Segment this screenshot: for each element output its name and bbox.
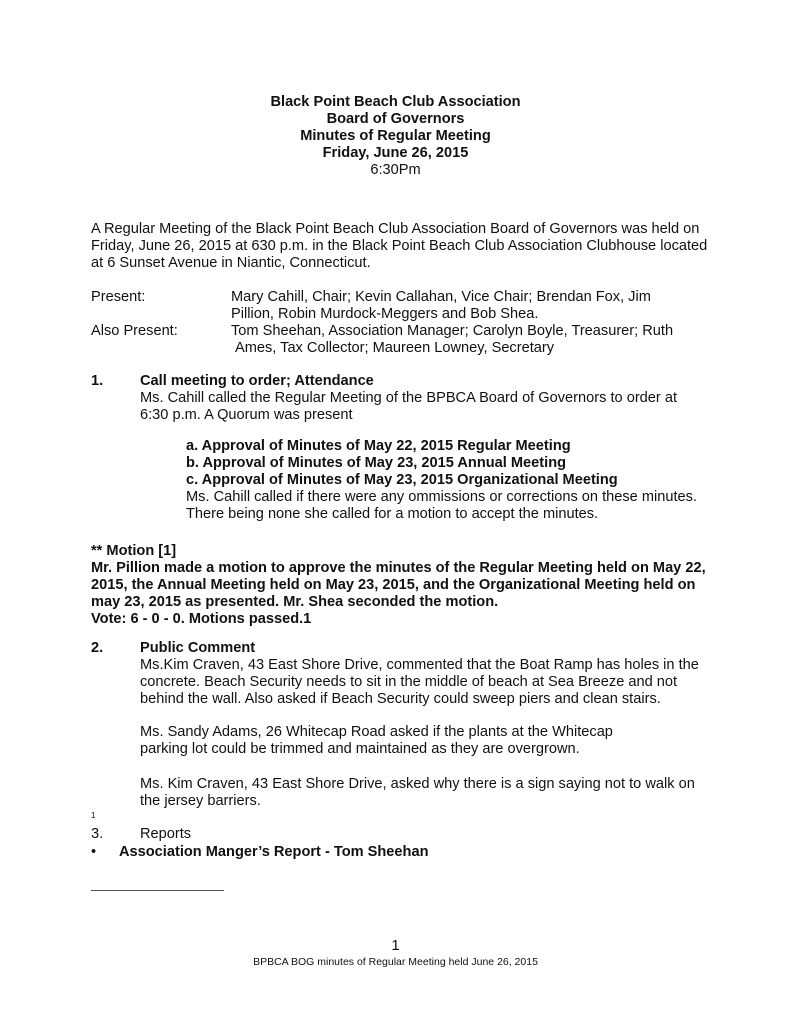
motion-line: may 23, 2015 as presented. Mr. Shea seconded the motion.: [91, 594, 499, 610]
section-2-number: 2.: [91, 640, 104, 656]
footnote-marker: 1: [91, 811, 96, 820]
intro-paragraph: [91, 221, 707, 272]
section-1-body-line: 6:30 p.m. A Quorum was present: [140, 407, 353, 423]
public-comment-line: Ms. Sandy Adams, 26 Whitecap Road asked if the plants at the Whitecap: [140, 724, 613, 740]
section-3-number: 3.: [91, 826, 104, 842]
section-3-title: Reports: [140, 826, 192, 842]
section-1: [140, 373, 677, 424]
motion-line: 2015, the Annual Meeting held on May 23, 2015, and the Organizational Meeting held on: [91, 577, 696, 593]
public-comment-3: [140, 776, 695, 810]
public-comment-line: parking lot could be trimmed and maintained as they are overgrown.: [140, 741, 580, 757]
public-comment-line: behind the wall. Also asked if Beach Security could sweep piers and clean stairs.: [140, 691, 661, 707]
approval-item-c: c. Approval of Minutes of May 23, 2015 Organizational Meeting: [186, 472, 618, 488]
public-comment-line: concrete. Beach Security needs to sit in the middle of beach at Sea Breeze and not: [140, 674, 678, 690]
present-line: Mary Cahill, Chair; Kevin Callahan, Vice Chair; Brendan Fox, Jim: [231, 289, 651, 305]
section-1-number: 1.: [91, 373, 104, 389]
meeting-time: 6:30Pm: [370, 162, 421, 178]
present-line: Pillion, Robin Murdock-Meggers and Bob Shea.: [231, 306, 539, 322]
approval-body-line: Ms. Cahill called if there were any ommissions or corrections on these minutes.: [186, 489, 697, 505]
motion-heading: ** Motion [1]: [91, 543, 177, 559]
present-list: [231, 289, 651, 323]
section-2: [140, 640, 699, 708]
motion-block: [91, 543, 706, 628]
public-comment-line: Ms. Kim Craven, 43 East Shore Drive, asked why there is a sign saying not to walk on: [140, 776, 695, 792]
page-number: 1: [391, 937, 400, 954]
bullet-icon: •: [91, 844, 97, 860]
public-comment-line: Ms.Kim Craven, 43 East Shore Drive, commented that the Boat Ramp has holes in the: [140, 657, 699, 673]
document-header: [0, 94, 791, 179]
footer-caption: BPBCA BOG minutes of Regular Meeting held June 26, 2015: [253, 956, 538, 968]
motion-line: Mr. Pillion made a motion to approve the minutes of the Regular Meeting held on May 22,: [91, 560, 706, 576]
section-1-body-line: Ms. Cahill called the Regular Meeting of the BPBCA Board of Governors to order at: [140, 390, 677, 406]
section-2-title: Public Comment: [140, 640, 256, 656]
meeting-date: Friday, June 26, 2015: [322, 145, 469, 161]
public-comment-2: [140, 724, 613, 758]
manager-report-heading: Association Manger’s Report - Tom Sheehan: [119, 844, 429, 860]
association-title: Black Point Beach Club Association: [270, 94, 521, 110]
also-present-line: Ames, Tax Collector; Maureen Lowney, Secretary: [235, 340, 555, 356]
board-title: Board of Governors: [326, 111, 465, 127]
approval-item-a: a. Approval of Minutes of May 22, 2015 Regular Meeting: [186, 438, 571, 454]
also-present-label: Also Present:: [91, 323, 178, 339]
intro-line: at 6 Sunset Avenue in Niantic, Connecticut.: [91, 255, 371, 271]
approval-items: [186, 438, 697, 523]
approval-item-b: b. Approval of Minutes of May 23, 2015 Annual Meeting: [186, 455, 567, 471]
intro-line: A Regular Meeting of the Black Point Beach Club Association Board of Governors was held on: [91, 221, 700, 237]
section-1-title: Call meeting to order; Attendance: [140, 373, 374, 389]
minutes-title: Minutes of Regular Meeting: [300, 128, 491, 144]
present-label: Present:: [91, 289, 146, 305]
also-present-line: Tom Sheehan, Association Manager; Carolyn Boyle, Treasurer; Ruth: [231, 323, 674, 339]
public-comment-line: the jersey barriers.: [140, 793, 261, 809]
intro-line: Friday, June 26, 2015 at 630 p.m. in the Black Point Beach Club Association Clubhouse located: [91, 238, 708, 254]
also-present-list: [231, 323, 673, 357]
footnote-separator: [91, 890, 224, 891]
approval-body-line: There being none she called for a motion to accept the minutes.: [186, 506, 599, 522]
motion-vote: Vote: 6 - 0 - 0. Motions passed.1: [91, 611, 312, 627]
